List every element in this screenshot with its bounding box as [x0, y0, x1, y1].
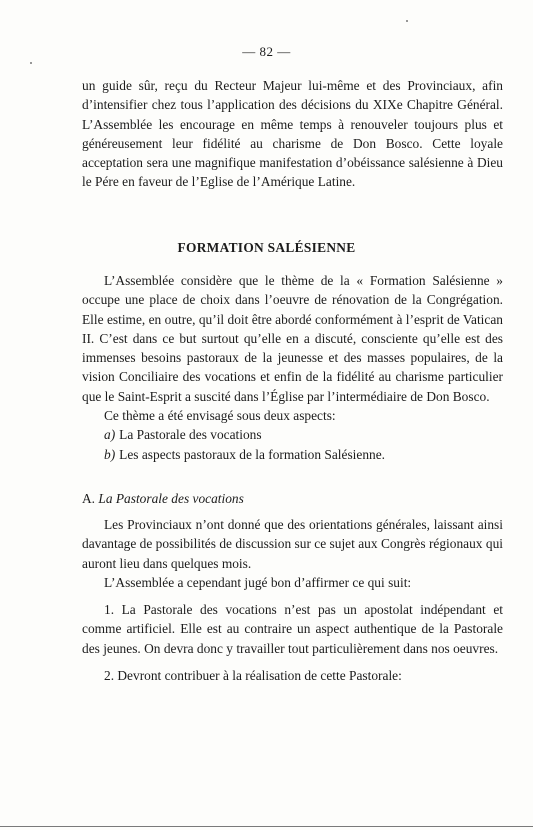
scan-speck: [30, 62, 32, 64]
point-1: 1. La Pastorale des vocations n’est pas un apostolat indépendant et comme artificiel. Elle est au contraire un aspect authentique de la Pastorale des jeunes. On devra donc y travailler tout particulièrement dans nos oeuvres.: [82, 602, 503, 656]
formation-section: [82, 271, 503, 464]
paragraph-provincials: Les Provinciaux n’ont donné que des orientations générales, laissant ainsi davantage de possibilités de discussion sur ce sujet aux Congrès régionaux qui auront lieu dans quelques mois.: [82, 517, 503, 571]
subsection-heading: [82, 491, 244, 507]
scan-speck: [406, 20, 408, 22]
paragraph-two-aspects: Ce thème a été envisagé sous deux aspects:: [104, 408, 336, 424]
section-heading: FORMATION SALÉSIENNE: [177, 240, 356, 255]
aspect-text-a: La Pastorale des vocations: [119, 427, 262, 443]
aspect-marker-b: b): [104, 446, 116, 462]
continuation-block: [82, 76, 503, 192]
paragraph-assembly-affirms: L’Assemblée a cependant jugé bon d’affirmer ce qui suit:: [104, 574, 412, 590]
continuation-paragraph: un guide sûr, reçu du Recteur Majeur lui-même et des Provinciaux, afin d’intensifier chez tous l’application des décisions du XIXe Chapitre Général. L’Assemblée les encourage en même temps à renouveler toujours plus et généreusement leur fidélité au charisme de Don Bosco. Cette loyale acceptation sera une magnifique manifestation d’obéissance salésienne à Dieu le Pére en faveur de l’Eglise de l’Amérique Latine.: [82, 78, 503, 190]
aspect-marker-a: a): [104, 427, 116, 443]
aspect-text-b: Les aspects pastoraux de la formation Salésienne.: [119, 446, 386, 462]
point-2: 2. Devront contribuer à la réalisation de cette Pastorale:: [104, 668, 402, 684]
vocations-section: [82, 515, 503, 685]
spacer: [82, 592, 503, 600]
page-number: — 82 —: [242, 44, 291, 59]
subsection-title: La Pastorale des vocations: [98, 491, 244, 506]
subsection-letter: A.: [82, 491, 96, 506]
spacer: [82, 658, 503, 666]
aspect-item-b: [82, 445, 503, 464]
aspect-item-a: [82, 425, 503, 444]
paragraph-theme-importance: L’Assemblée considère que le thème de la « Formation Salésienne » occupe une place de choix dans l’oeuvre de rénovation de la Congrégation. Elle estime, en outre, qu’il doit être abordé conformément à l’esprit de Vatican II. C’est dans ce but surtout qu’elle en a discuté, consciente qu’elle est des immenses besoins pastoraux de la jeunesse et des masses populaires, de la vision Conciliaire des vocations et enfin de la fidélité au charisme particulier que le Saint-Esprit a suscité dans l’Église par l’intermédiaire de Don Bosco.: [82, 273, 503, 404]
page-bottom-rule: [0, 826, 533, 827]
